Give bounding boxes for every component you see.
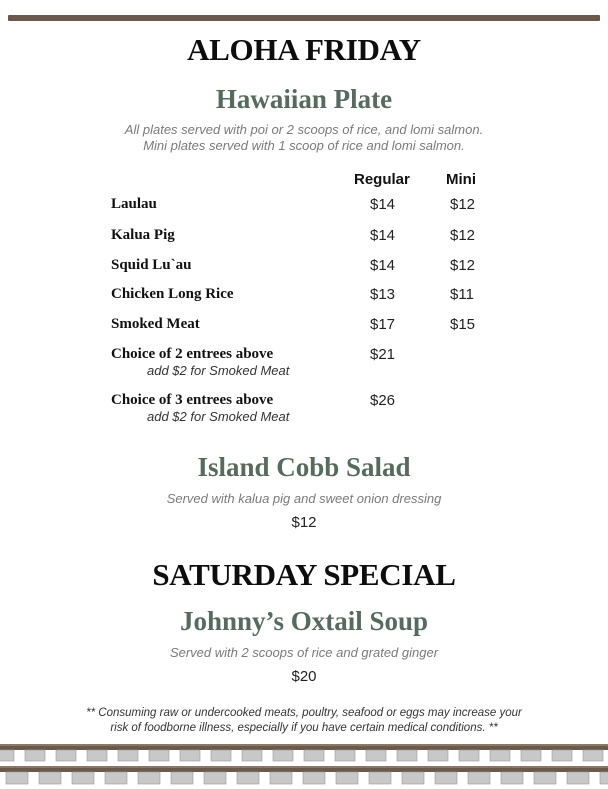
aloha-friday-title: ALOHA FRIDAY — [187, 32, 421, 67]
track-tie — [336, 772, 358, 784]
cobb-salad-price: $12 — [291, 514, 317, 531]
regular-price: $14 — [370, 257, 396, 274]
track-tie — [204, 772, 226, 784]
saturday-special-title: SATURDAY SPECIAL — [152, 557, 456, 592]
disclaimer-line-2: risk of foodborne illness, especially if you have certain medical conditions. ** — [110, 722, 498, 734]
track-tie — [468, 772, 490, 784]
track-tie — [303, 772, 325, 784]
mini-price: $12 — [450, 257, 476, 274]
cobb-salad-heading: Island Cobb Salad — [197, 452, 411, 482]
track-tie — [600, 772, 608, 784]
rail-bottom-highlight — [0, 766, 608, 768]
track-tie — [39, 772, 61, 784]
track-tie — [567, 772, 589, 784]
track-tie — [242, 750, 262, 761]
track-tie — [366, 750, 386, 761]
track-tie — [521, 750, 541, 761]
track-tie — [435, 772, 457, 784]
track-tie — [211, 750, 231, 761]
track-tie — [149, 750, 169, 761]
track-tie — [270, 772, 292, 784]
food-safety-disclaimer — [0, 706, 608, 736]
track-tie — [402, 772, 424, 784]
disclaimer-line-1: ** Consuming raw or undercooked meats, poultry, seafood or eggs may increase your — [86, 707, 522, 719]
track-tie — [397, 750, 417, 761]
menu-item-row — [0, 316, 608, 336]
regular-price: $17 — [370, 316, 396, 333]
track-tie — [490, 750, 510, 761]
menu-item-name: Squid Lu`au — [111, 257, 192, 273]
plate-desc-line-1: All plates served with poi or 2 scoops of rice, and lomi salmon. — [124, 122, 484, 137]
plate-desc-line-2: Mini plates served with 1 scoop of rice and lomi salmon. — [143, 138, 465, 153]
track-tie — [369, 772, 391, 784]
track-tie — [25, 750, 45, 761]
hawaiian-plate-heading: Hawaiian Plate — [215, 84, 393, 114]
track-tie — [304, 750, 324, 761]
track-tie — [534, 772, 556, 784]
oxtail-soup-price: $20 — [291, 668, 317, 685]
regular-price: $13 — [370, 286, 396, 303]
menu-item-row — [0, 286, 608, 306]
column-header-mini: Mini — [446, 171, 476, 188]
track-tie — [501, 772, 523, 784]
menu-item-note: add $2 for Smoked Meat — [147, 409, 290, 424]
track-tie — [72, 772, 94, 784]
top-divider-bar — [8, 15, 600, 21]
track-ties-upper — [0, 750, 603, 761]
menu-item-name: Choice of 2 entrees above — [111, 346, 274, 362]
track-tie — [87, 750, 107, 761]
hawaiian-plate-description — [0, 122, 608, 154]
mini-price: $12 — [450, 196, 476, 213]
mini-price: $15 — [450, 316, 476, 333]
track-tie — [459, 750, 479, 761]
regular-price: $14 — [370, 227, 396, 244]
menu-item-name: Chicken Long Rice — [111, 286, 234, 302]
track-tie — [56, 750, 76, 761]
track-tie — [0, 750, 14, 761]
mini-price: $11 — [450, 286, 474, 303]
track-tie — [105, 772, 127, 784]
menu-item-row — [0, 227, 608, 247]
track-tie — [6, 772, 28, 784]
track-ties-lower — [6, 772, 608, 784]
regular-price: $26 — [370, 392, 396, 409]
menu-item-name: Smoked Meat — [111, 316, 200, 332]
track-tie — [138, 772, 160, 784]
track-tie — [428, 750, 448, 761]
menu-item-name: Laulau — [111, 196, 157, 212]
menu-item-row — [0, 257, 608, 277]
menu-item-row — [0, 346, 608, 378]
regular-price: $21 — [370, 346, 396, 363]
track-tie — [273, 750, 293, 761]
track-tie — [118, 750, 138, 761]
regular-price: $14 — [370, 196, 396, 213]
rail-top-highlight — [0, 744, 608, 746]
menu-item-row — [0, 392, 608, 424]
track-tie — [180, 750, 200, 761]
railroad-tracks-graphic — [0, 740, 608, 789]
column-header-regular: Regular — [354, 171, 410, 188]
track-tie — [335, 750, 355, 761]
menu-item-name: Choice of 3 entrees above — [111, 392, 274, 408]
track-tie — [237, 772, 259, 784]
oxtail-soup-description: Served with 2 scoops of rice and grated ginger — [169, 645, 439, 660]
menu-item-name: Kalua Pig — [111, 227, 175, 243]
track-tie — [552, 750, 572, 761]
oxtail-soup-heading: Johnny’s Oxtail Soup — [179, 606, 429, 636]
menu-item-row — [0, 196, 608, 216]
menu-item-note: add $2 for Smoked Meat — [147, 363, 290, 378]
cobb-salad-description: Served with kalua pig and sweet onion dressing — [166, 491, 442, 506]
track-tie — [583, 750, 603, 761]
mini-price: $12 — [450, 227, 476, 244]
track-tie — [171, 772, 193, 784]
